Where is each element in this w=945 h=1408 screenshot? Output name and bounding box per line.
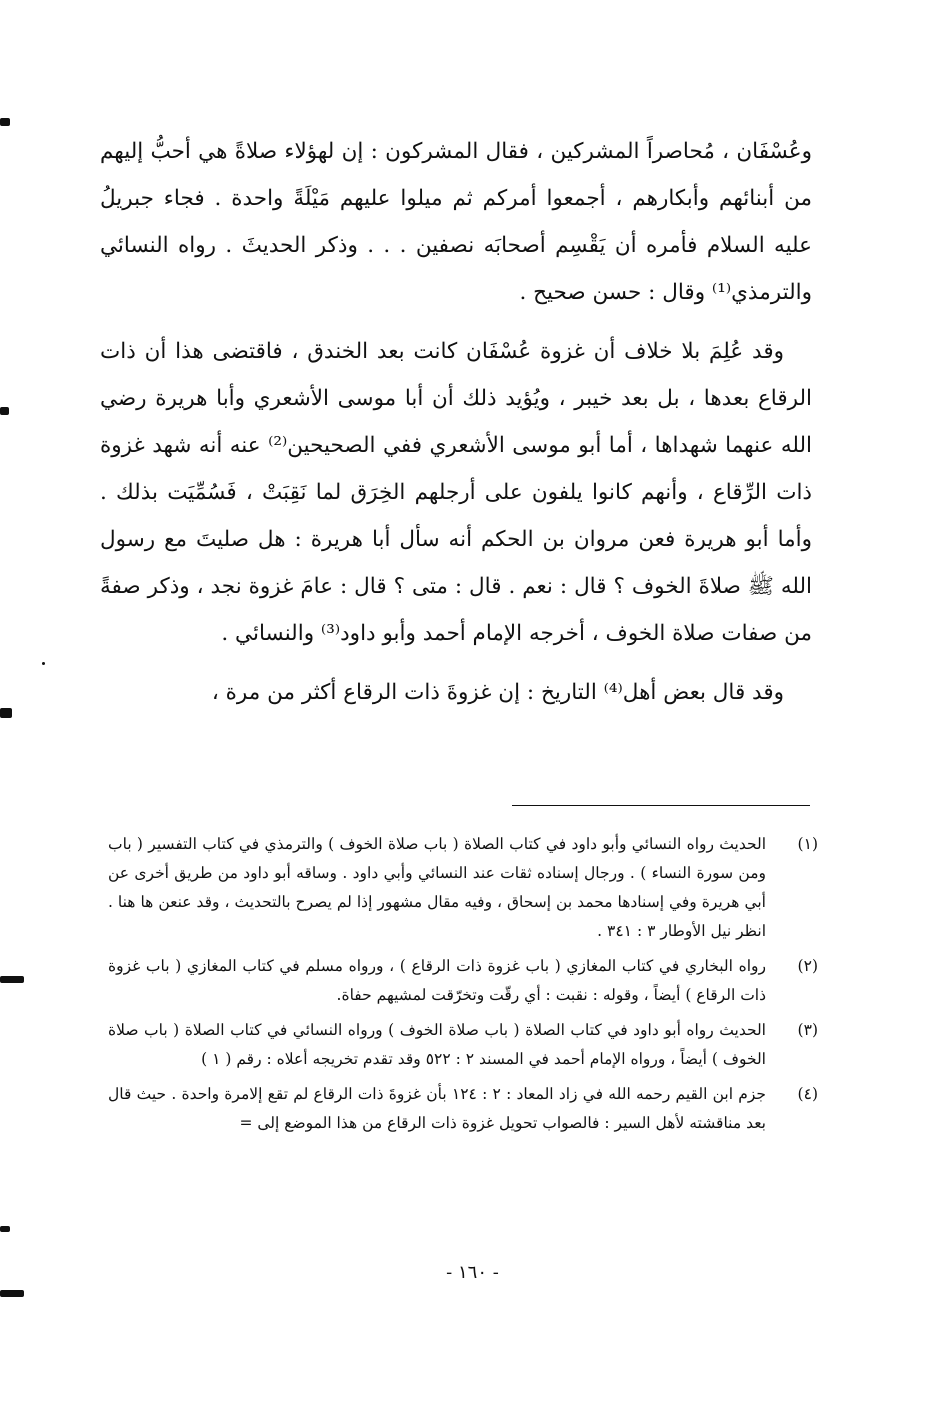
footnote-text: الحديث رواه أبو داود في كتاب الصلاة ( باب صلاة الخوف ) ورواه النسائي في كتاب الصلاة ( باب صلاة الخوف ) أيضاً ، ورواه الإمام أحمد في المسند ٢ : ٥٢٢ وقد تقدم تخريجه أعلاه : رقم ( ١ ) (108, 1021, 766, 1068)
footnote-text: جزم ابن القيم رحمه الله في زاد المعاد : ٢ : ١٢٤ بأن غزوةَ ذات الرقاع لم تقع إلامرة واحدة . حيث قال بعد مناقشته لأهل السير : فالصواب تحويل غزوة ذات الرقاع من هذا الموضع إلى = (108, 1085, 767, 1132)
footnote-3 (108, 1016, 818, 1074)
footnote-text: رواه البخاري في كتاب المغازي ( باب غزوة ذات الرقاع ) ، ورواه مسلم في كتاب المغازي ( باب غزوة ذات الرقاع ) أيضاً ، وقوله : نقبت : أي رقّت وتخرّقت لمشيهم حفاة. (108, 957, 766, 1004)
paragraph-3: وقد قال بعض أهل⁽⁴⁾ التاريخ : إن غزوةَ ذات الرقاع أكثر من مرة ، (211, 680, 784, 705)
scan-mark (0, 976, 24, 983)
page-number: - ١٦٠ - (446, 1262, 499, 1283)
footnote-1 (108, 830, 818, 946)
main-text (100, 128, 812, 728)
paragraph-1: وعُسْفَان ، مُحاصراً المشركين ، فقال المشركون : إن لهؤلاء صلاةً هي أحبُّ إليهم من أبنائهم وأبكارهم ، أجمعوا أمركم ثم ميلوا عليهم مَيْلَةً واحدة . فجاء جبريلُ عليه السلام فأمره أن يَقْسِم أصحابَه نصفين . . . وذكر الحديثَ . رواه النسائي والترمذي⁽¹⁾ وقال : حسن صحيح . (100, 139, 812, 305)
scan-mark (0, 118, 10, 126)
paragraph-2: وقد عُلِمَ بلا خلاف أن غزوة عُسْفَان كانت بعد الخندق ، فاقتضى هذا أن ذات الرقاع بعدها ، بل بعد خيبر ، ويُؤيد ذلك أن أبا موسى الأشعري وأبا هريرة رضي الله عنهما شهداها ، أما أبو موسى الأشعري ففي الصحيحين⁽²⁾ عنه أنه شهد غزوة ذات الرِّقاع ، وأنهم كانوا يلفون على أرجلهم الخِرَق لما نَقِبَتْ ، فَسُمِّيَت بذلك . وأما أبو هريرة فعن مروان بن الحكم أنه سأل أبا هريرة : هل صليتَ مع رسول الله ﷺ صلاةَ الخوف ؟ قال : نعم . قال : متى ؟ قال : عامَ غزوة نجد ، وذكر صفةً من صفات صلاة الخوف ، أخرجه الإمام أحمد وأبو داود⁽³⁾ والنسائي . (100, 339, 812, 646)
footnote-number: (٤) (797, 1085, 818, 1103)
footnote-4 (108, 1080, 818, 1138)
footnote-number: (٢) (797, 957, 818, 975)
footnote-separator (512, 805, 810, 806)
footnote-number: (١) (797, 835, 818, 853)
scan-mark (0, 407, 9, 415)
footnote-text: الحديث رواه النسائي وأبو داود في كتاب الصلاة ( باب صلاة الخوف ) والترمذي في كتاب التفسير ( باب ومن سورة النساء ) . ورجال إسناده ثقات عند النسائي وأبي داود . وساقه أبو داود من طريق أخرى عن أبي هريرة وفي إسنادها محمد بن إسحاق ، وفيه مقال مشهور إذا لم يصرح بالتحديث ، وقد عنعن ها هنا . انظر نيل الأوطار ٣ : ٣٤١ . (108, 835, 766, 940)
scan-mark (0, 1290, 24, 1297)
scan-mark (0, 1226, 10, 1232)
scan-dot (42, 662, 45, 665)
footnote-2 (108, 952, 818, 1010)
footnote-number: (٣) (797, 1021, 818, 1039)
footnotes (108, 830, 818, 1144)
scan-mark (0, 708, 12, 718)
